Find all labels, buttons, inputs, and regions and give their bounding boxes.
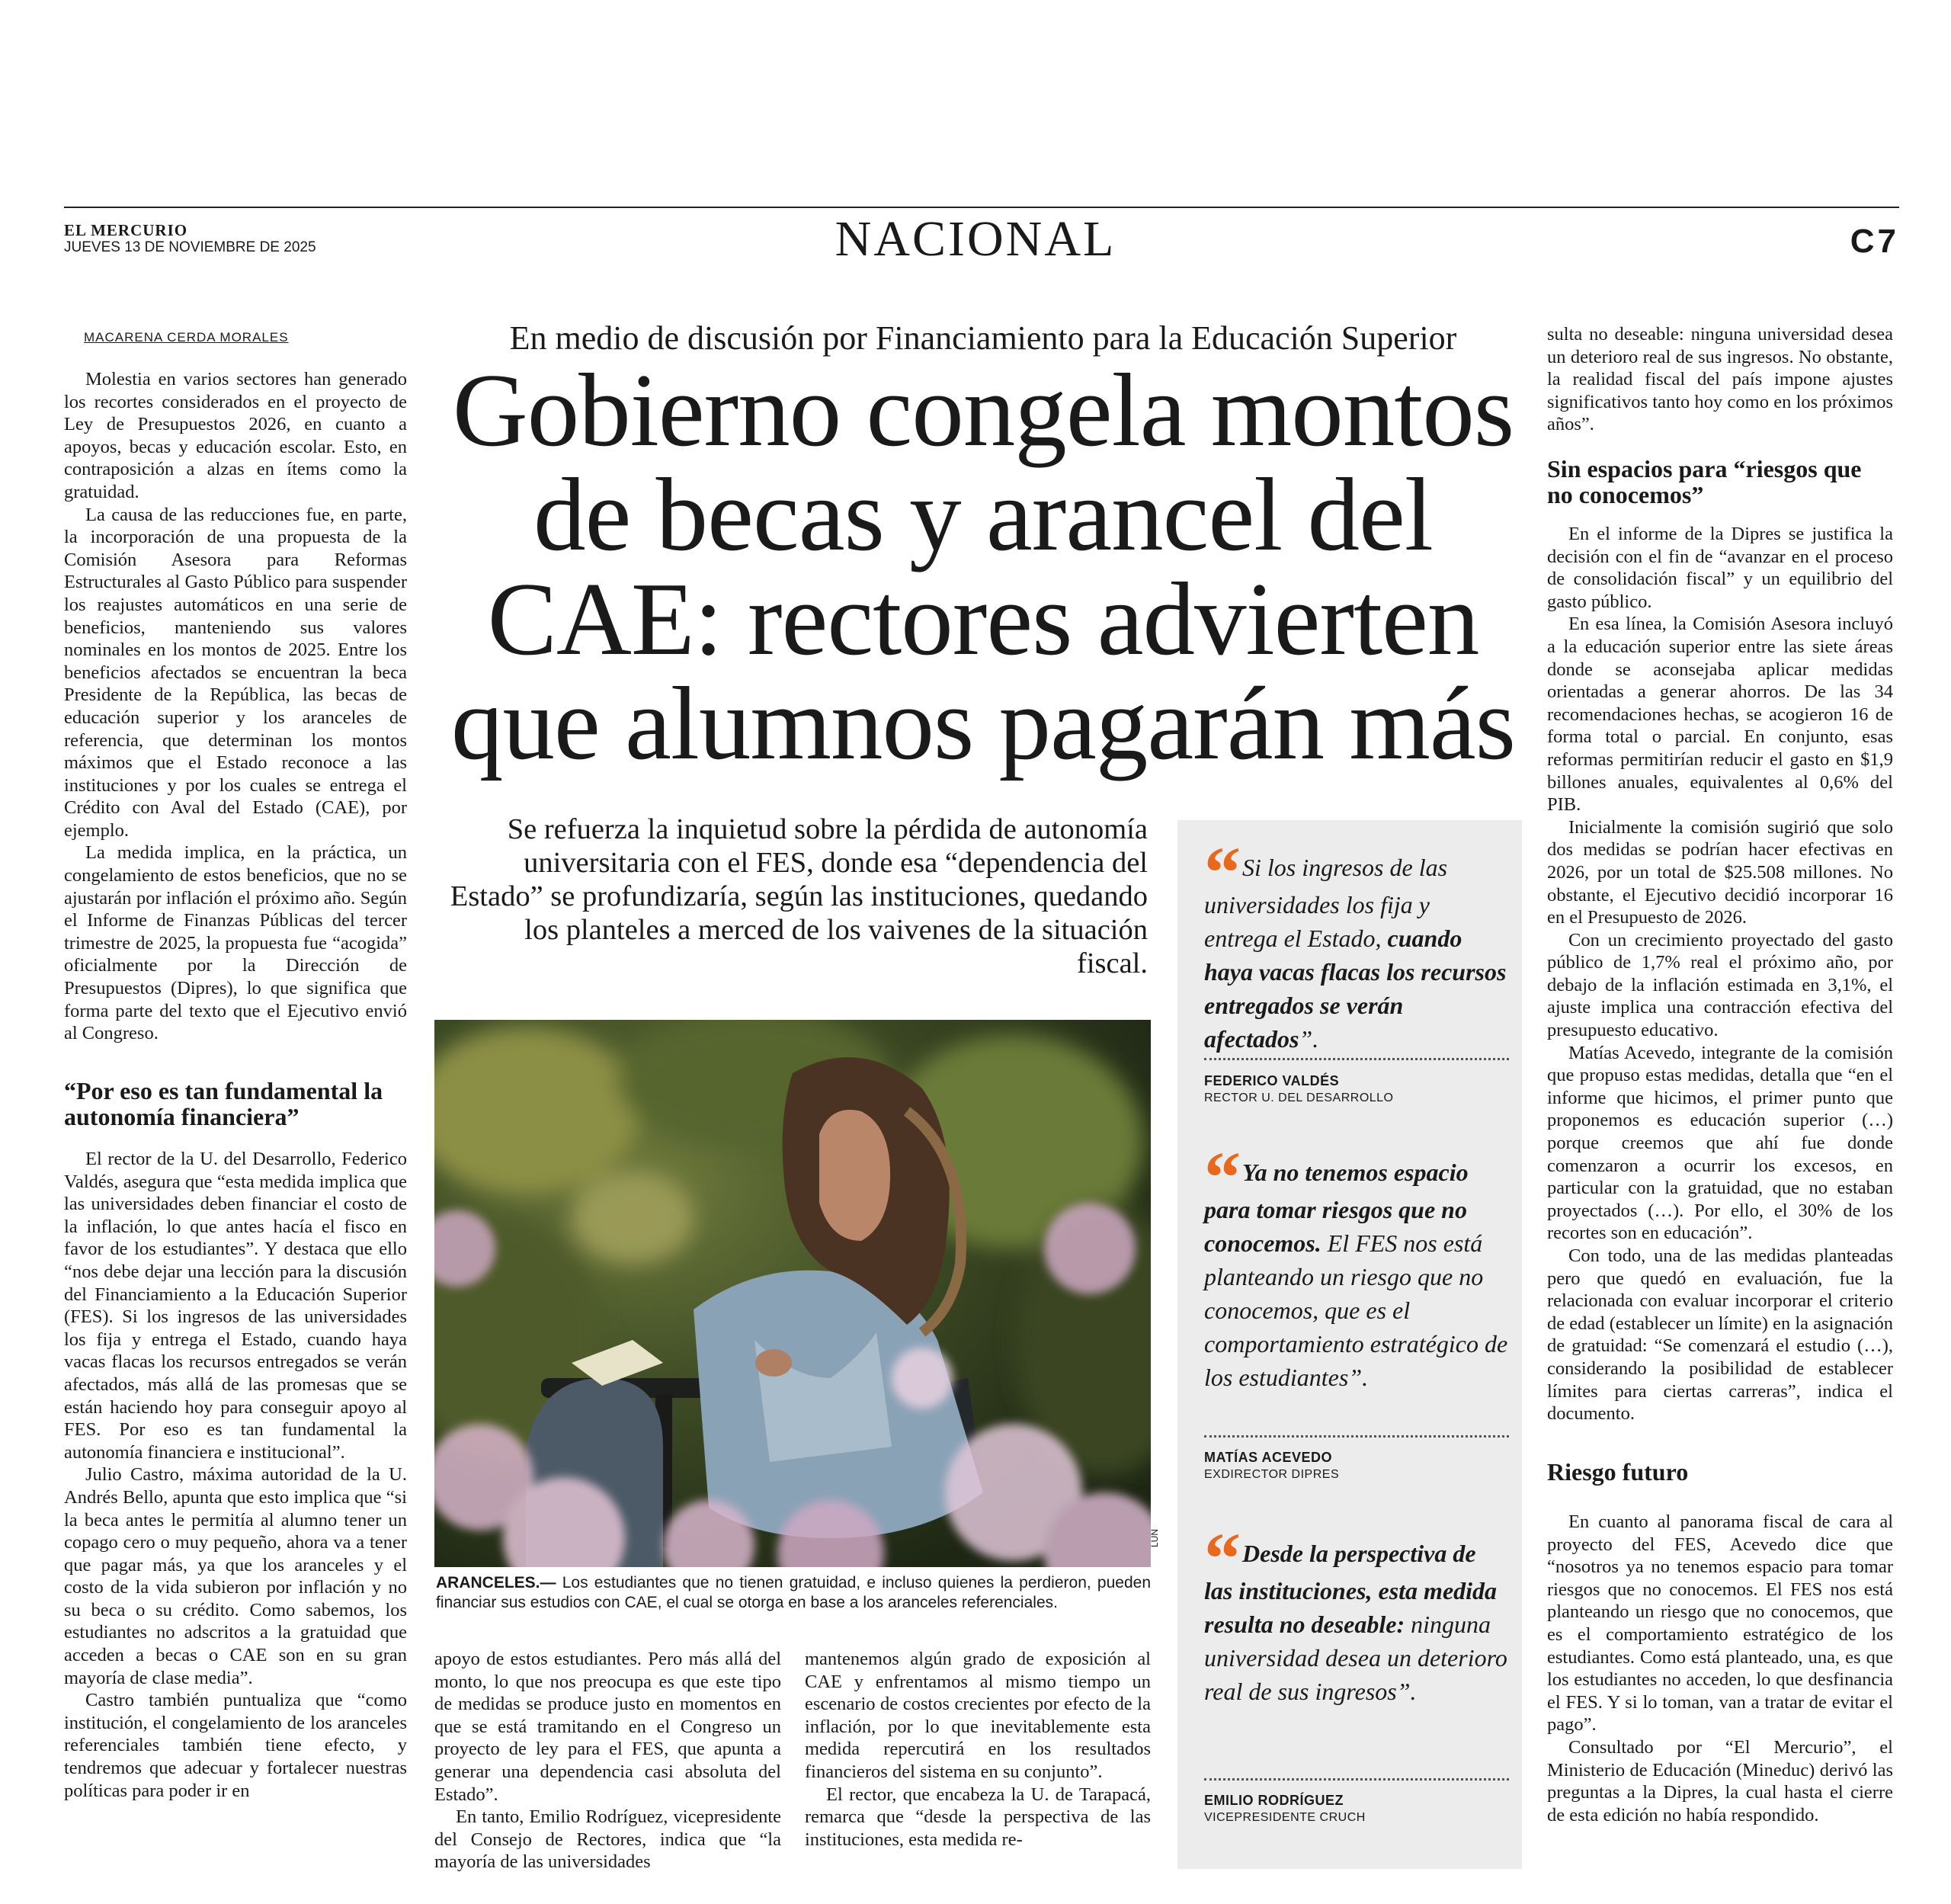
photo-caption <box>436 1573 1151 1613</box>
quote-text: ninguna universidad desea un deterioro real de sus ingresos”. <box>1204 1611 1507 1705</box>
subheading-riesgos: Sin espacios para “riesgos que no conocemos” <box>1547 455 1862 508</box>
column-1-continued <box>64 1148 407 1802</box>
paragraph: sulta no deseable: ninguna universidad desea un deterioro real de sus ingresos. No obstante, la realidad fiscal del país impone ajustes significativos tanto hoy como en los próximos años”. <box>1547 324 1893 435</box>
quote-box <box>1177 820 1522 1869</box>
quote-emphasis: Desde la perspectiva de las instituciones, esta medida resulta no deseable: <box>1204 1540 1498 1638</box>
quote-author-role: EXDIRECTOR DIPRES <box>1204 1468 1340 1481</box>
quote-emphasis: Ya no tenemos espacio para tomar riesgos que no conocemos. <box>1204 1159 1469 1257</box>
quote-text: ”. <box>1299 1025 1319 1053</box>
paragraph: apoyo de estos estudiantes. Pero más allá del monto, lo que nos preocupa es que este tipo de medidas se produce justo en momentos en que se está tramitando en el Congreso un proyecto de ley para el FES, que apunta a generar una dependencia casi absoluta del Estado”. <box>434 1649 781 1805</box>
paragraph: El rector de la U. del Desarrollo, Federico Valdés, asegura que “esta medida implica que las universidades deben financiar el costo de la inflación, lo que antes hacía el fisco en favor de los estudiantes”. Y destaca que ello “nos debe dejar una lección para la discusión del Financiamiento a la Educación Superior (FES). Si los ingresos de las universidades los fija y entrega el Estado, cuando haya vacas flacas los recursos entregados se verán afectados, más allá de las promesas que se están haciendo hoy para conseguir apoyo al FES. Por eso es tan fundamental la autonomía financiera e institucional”. <box>64 1149 407 1463</box>
photo-student-illustration <box>434 1020 1151 1567</box>
paragraph: Julio Castro, máxima autoridad de la U. Andrés Bello, apunta que esto implica que “si la beca antes le permitía al alumno tener un copago cero o muy pequeño, ahora va a tener que pagar más, ya que los aranceles y el costo de la vida subieron por inflación y no su beca o su crédito. Como sabemos, los estudiantes no adscritos a la gratuidad que acceden a becas o CAE son en su gran mayoría de clase media”. <box>64 1464 407 1688</box>
byline: MACARENA CERDA MORALES <box>84 330 289 345</box>
quote-author-name: EMILIO RODRÍGUEZ <box>1204 1793 1344 1808</box>
paragraph: Matías Acevedo, integrante de la comisión que propuso estas medidas, detalla que “en el informe que hicimos, el primer punto que proponemos es educación superior (…) porque creemos que ahí fue donde comenzaron a ocurrir los excesos, en particular con la gratuidad, que no estaban proyectados (…). Por ello, el 30% de los recortes son en educación”. <box>1547 1042 1893 1244</box>
paragraph: Con un crecimiento proyectado del gasto público de 1,7% real el próximo año, por debajo de la inflación estimada en 3,1%, el ajuste implica una contracción efectiva del presupuesto educativo. <box>1547 929 1893 1041</box>
column-4-end <box>1547 1511 1893 1826</box>
quote-divider <box>1204 1435 1509 1438</box>
quote-mark-icon: “ <box>1204 832 1235 913</box>
paragraph: Consultado por “El Mercurio”, el Ministerio de Educación (Mineduc) derivó las preguntas a la Dipres, la cual hasta el cierre de esta edición no había respondido. <box>1547 1736 1893 1825</box>
paper-name: EL MERCURIO <box>64 221 188 239</box>
quote-text: El FES nos está planteando un riesgo que no conocemos, que es el comportamiento estratégico de los estudiantes”. <box>1204 1229 1508 1391</box>
page-number: C7 <box>1850 223 1899 260</box>
paragraph: En cuanto al panorama fiscal de cara al proyecto del FES, Acevedo dice que “nosotros ya no tenemos espacio para tomar riesgos que no conocemos. El FES nos está planteando un riesgo que no conocemos, que es el comportamiento estratégico de los estudiantes. Como está planteado, una, es que los estudiantes no acceden, lo que desfinancia el FES. Y si lo toman, van a tratar de evitar el pago”. <box>1547 1511 1893 1736</box>
quote-author-role: RECTOR U. DEL DESARROLLO <box>1204 1091 1394 1104</box>
column-3 <box>805 1648 1151 1851</box>
paragraph: Molestia en varios sectores han generado los recortes considerados en el proyecto de Ley de Presupuestos 2026, en cuanto a apoyos, becas y educación escolar. Esto, en contraposición a alzas en ítems como la gratuidad. <box>64 369 407 502</box>
kicker: En medio de discusión por Financiamiento para la Educación Superior <box>509 319 1457 357</box>
deck: Se refuerza la inquietud sobre la pérdida de autonomía universitaria con el FES, donde esa “dependencia del Estado” se profundizaría, según las instituciones, quedando los planteles a merced de los vaivenes de la situación fiscal. <box>450 813 1148 979</box>
paragraph: Castro también puntualiza que “como institución, el congelamiento de los aranceles referenciales también tiene efecto, y tendremos que adecuar y fortalecer nuestras políticas para poder ir en <box>64 1690 407 1801</box>
quote-text: Si los ingresos de las universidades los fija y entrega el Estado, <box>1204 854 1448 952</box>
paragraph: En esa línea, la Comisión Asesora incluyó a la educación superior entre las siete áreas donde se aconsejaba aplicar medidas orientadas a generar ahorros. De las 34 recomendaciones hechas, se acogieron 16 de forma total o parcial. En conjunto, esas reformas permitirían reducir el gasto en $1,9 billones anuales, equivalentes al 0,6% del PIB. <box>1547 614 1893 816</box>
section-title: NACIONAL <box>835 211 1116 267</box>
subheading-riesgo-futuro: Riesgo futuro <box>1547 1458 1689 1486</box>
paragraph: En tanto, Emilio Rodríguez, vicepresidente del Consejo de Rectores, indica que “la mayoría de las universidades <box>434 1806 781 1873</box>
photo-credit: LUN <box>1149 1528 1160 1547</box>
headline: Gobierno congela montos de becas y arancel del CAE: rectores advierten que alumnos pagarán más <box>450 352 1516 781</box>
paper-date: JUEVES 13 DE NOVIEMBRE DE 2025 <box>64 239 316 255</box>
quote-mark-icon: “ <box>1204 1518 1235 1599</box>
column-1 <box>64 368 407 1045</box>
caption-text: Los estudiantes que no tienen gratuidad, e incluso quienes la perdieron, pueden financiar sus estudios con CAE, el cual se otorga en base a los aranceles referenciales. <box>436 1574 1151 1611</box>
paragraph: Con todo, una de las medidas planteadas pero que quedó en evaluación, fue la relacionada con evaluar incorporar el criterio de edad (establecer un límite) en la asignación de gratuidad: “Se comenzará el estudio (…), considerando la posibilidad de establecer límites para ciertas carreras”, indica el documento. <box>1547 1245 1893 1425</box>
paragraph: La causa de las reducciones fue, en parte, la incorporación de una propuesta de la Comisión Asesora para Reformas Estructurales al Gasto Público para suspender los reajustes automáticos en una serie de beneficios, manteniendo sus valores nominales en los montos de 2025. Entre los beneficios afectados se encuentran la beca Presidente de la República, las becas de educación superior y los aranceles de referencia, que determinan los montos máximos que el Estado reconoce a las instituciones y por los cuales se entrega el Crédito con Aval del Estado (CAE), por ejemplo. <box>64 504 407 841</box>
paragraph: La medida implica, en la práctica, un congelamiento de estos beneficios, que no se ajustarán por inflación el próximo año. Según el Informe de Finanzas Públicas del tercer trimestre de 2025, la propuesta fue “acogida” oficialmente por la Dirección de Presupuestos (Dipres), lo que significa que forma parte del texto que el Ejecutivo envió al Congreso. <box>64 842 407 1044</box>
quote-acevedo <box>1204 1136 1509 1394</box>
caption-label: ARANCELES.— <box>436 1574 556 1591</box>
quote-emphasis: cuando haya vacas flacas los recursos entregados se verán afectados <box>1204 925 1507 1053</box>
paragraph: El rector, que encabeza la U. de Tarapacá, remarca que “desde la perspectiva de las instituciones, esta medida re- <box>805 1784 1151 1850</box>
column-2 <box>434 1648 781 1874</box>
column-4-continued <box>1547 523 1893 1425</box>
quote-author-role: VICEPRESIDENTE CRUCH <box>1204 1811 1366 1824</box>
column-4 <box>1547 323 1893 436</box>
quote-divider <box>1204 1058 1509 1060</box>
subheading-autonomia: “Por eso es tan fundamental la autonomía financiera” <box>64 1077 383 1130</box>
paragraph: Inicialmente la comisión sugirió que solo dos medidas se podrían hacer efectivas en 2026, por un total de $25.508 millones. No obstante, el Ejecutivo decidió incorporar 16 en el Presupuesto de 2026. <box>1547 816 1893 928</box>
quote-author-name: FEDERICO VALDÉS <box>1204 1073 1340 1088</box>
paragraph: En el informe de la Dipres se justifica la decisión con el fin de “avanzar en el proceso de consolidación fiscal” y un equilibrio del gasto público. <box>1547 524 1893 612</box>
quote-divider <box>1204 1778 1509 1781</box>
quote-mark-icon: “ <box>1204 1136 1235 1218</box>
quote-rodriguez <box>1204 1518 1509 1708</box>
article-photo <box>434 1020 1151 1567</box>
masthead-rule <box>64 207 1899 208</box>
paragraph: mantenemos algún grado de exposición al CAE y enfrentamos al mismo tiempo un escenario de costos crecientes por efecto de la inflación, por lo que inevitablemente esta medida repercutirá en los resultados financieros del sistema en su conjunto”. <box>805 1649 1151 1782</box>
quote-valdes <box>1204 832 1509 1056</box>
quote-author-name: MATÍAS ACEVEDO <box>1204 1450 1333 1465</box>
